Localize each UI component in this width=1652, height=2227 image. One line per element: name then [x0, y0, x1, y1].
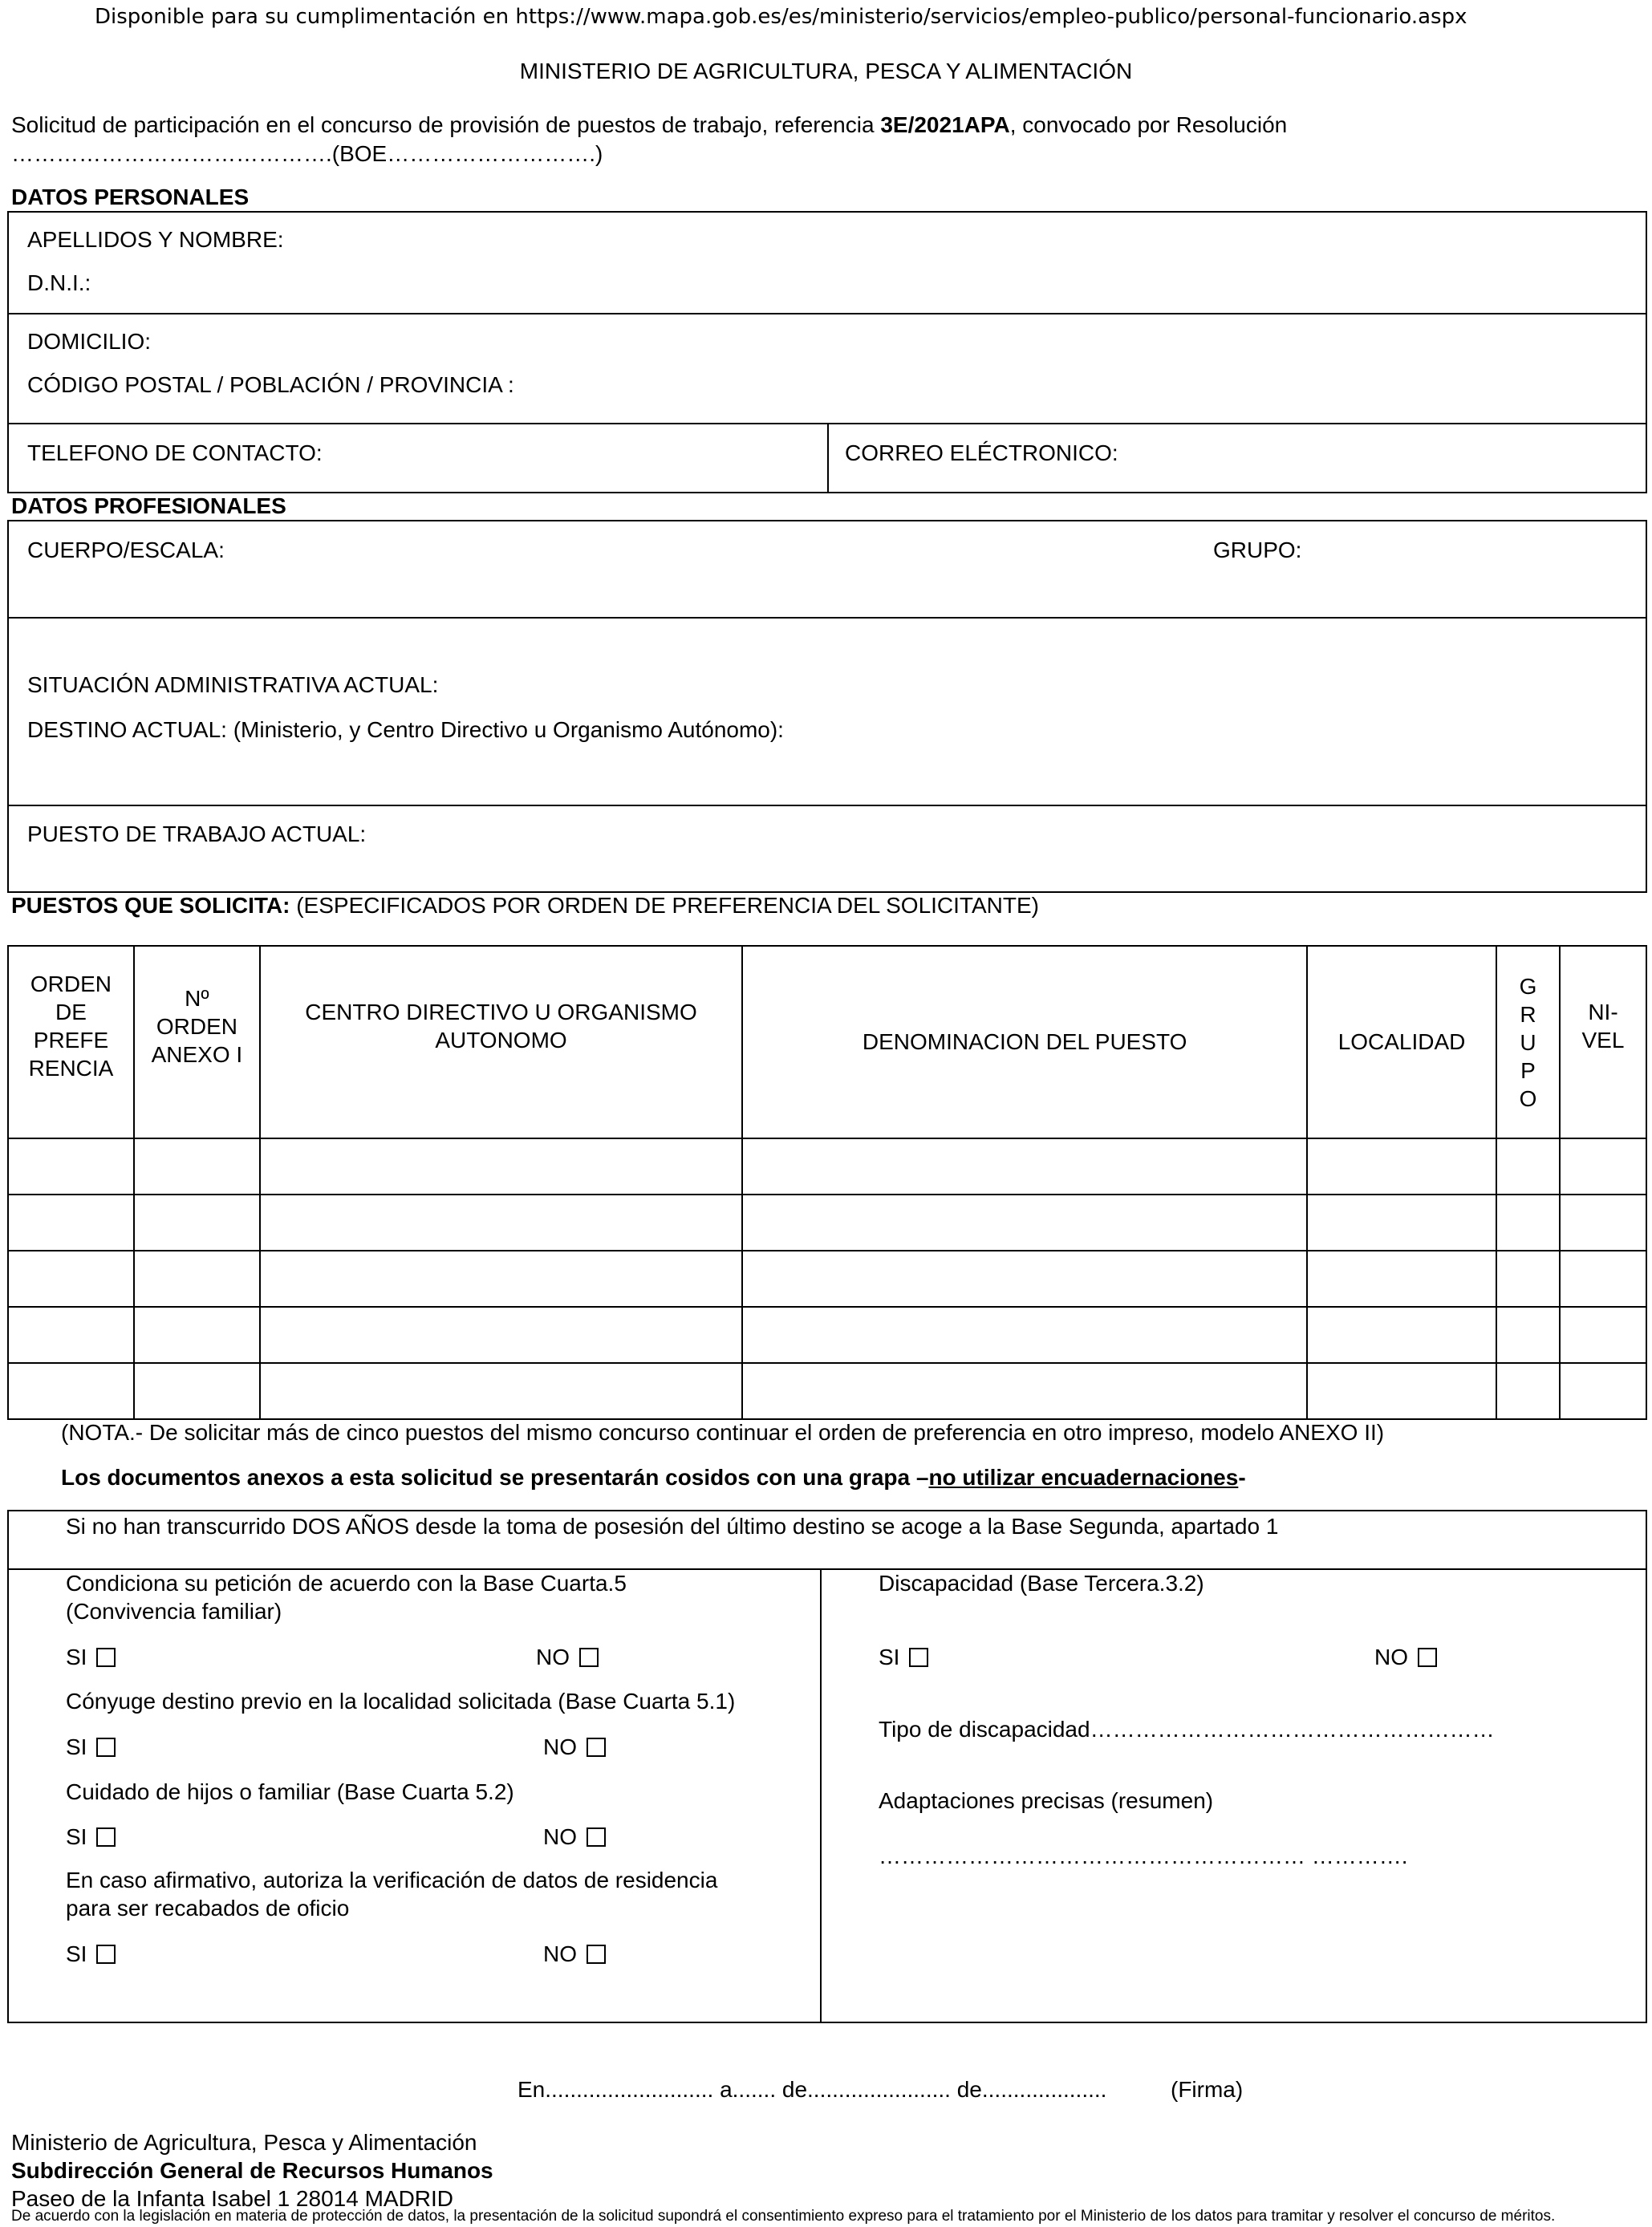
professional-data-title: DATOS PROFESIONALES	[11, 493, 286, 518]
checkbox[interactable]	[96, 1945, 116, 1964]
checkbox[interactable]	[579, 1648, 599, 1667]
care-yes[interactable]: SI	[66, 1824, 116, 1850]
header-order: ORDEN DE PREFE RENCIA	[8, 946, 134, 1138]
table-row[interactable]	[8, 1251, 1646, 1307]
position-field[interactable]: PUESTO DE TRABAJO ACTUAL:	[27, 821, 367, 846]
privacy-note: De acuerdo con la legislación en materia de protección de datos, la presentación de la solicitud supondrá el consentimiento expreso para el tratamiento por el Ministerio de los datos para tramitar y resolver el concurso de méritos.	[11, 2208, 1556, 2225]
header-denomination: DENOMINACION DEL PUESTO	[742, 946, 1307, 1138]
resolution-line: …………………………………….(BOE……………………….)	[11, 141, 603, 166]
header-level: NI- VEL	[1560, 946, 1646, 1138]
corps-field[interactable]: CUERPO/ESCALA:	[27, 537, 225, 562]
request-line: Solicitud de participación en el concurso de provisión de puestos de trabajo, referencia 3E/2021APA, convocado por Resolución	[11, 112, 1288, 137]
table-header-row	[8, 946, 1646, 1138]
header-annex: Nº ORDEN ANEXO I	[134, 946, 260, 1138]
checkbox[interactable]	[96, 1648, 116, 1667]
spouse-no[interactable]: NO	[543, 1734, 606, 1760]
checkbox[interactable]	[587, 1827, 606, 1847]
situation-field[interactable]: SITUACIÓN ADMINISTRATIVA ACTUAL:	[27, 672, 439, 697]
disability-label: Discapacidad (Base Tercera.3.2)	[879, 1571, 1204, 1596]
verify-label-sub: para ser recabados de oficio	[66, 1896, 350, 1921]
disability-no[interactable]: NO	[1374, 1645, 1437, 1670]
family-yes[interactable]: SI	[66, 1645, 116, 1670]
table-row[interactable]	[8, 1138, 1646, 1195]
header-group: G R U P O	[1496, 946, 1560, 1138]
documents-note: Los documentos anexos a esta solicitud se presentarán cosidos con una grapa –no utilizar encuadernaciones-	[61, 1465, 1246, 1490]
checkbox[interactable]	[909, 1648, 928, 1667]
table-row[interactable]	[8, 1363, 1646, 1419]
disability-yes[interactable]: SI	[879, 1645, 928, 1670]
header-location: LOCALIDAD	[1307, 946, 1496, 1138]
positions-table	[7, 945, 1647, 1420]
spouse-label: Cónyuge destino previo en la localidad solicitada (Base Cuarta 5.1)	[66, 1689, 736, 1714]
footer-ministry: Ministerio de Agricultura, Pesca y Alimentación	[11, 2130, 477, 2155]
header-center: CENTRO DIRECTIVO U ORGANISMO AUTONOMO	[260, 946, 742, 1138]
checkbox[interactable]	[1418, 1648, 1437, 1667]
reference-code: 3E/2021APA	[880, 112, 1010, 137]
personal-data-title: DATOS PERSONALES	[11, 185, 250, 209]
footer-subdirection: Subdirección General de Recursos Humanos	[11, 2158, 493, 2183]
checkbox[interactable]	[96, 1827, 116, 1847]
divider	[820, 1568, 822, 2023]
table-row[interactable]	[8, 1307, 1646, 1363]
availability-note: Disponible para su cumplimentación en https://www.mapa.gob.es/es/ministerio/servicios/empleo-publico/personal-funcionario.aspx	[95, 5, 1467, 29]
group-field[interactable]: GRUPO:	[1213, 537, 1302, 562]
family-condition-sub: (Convivencia familiar)	[66, 1599, 282, 1624]
address-field[interactable]: DOMICILIO:	[27, 329, 152, 354]
positions-title: PUESTOS QUE SOLICITA: (ESPECIFICADOS POR ORDEN DE PREFERENCIA DEL SOLICITANTE)	[11, 893, 1039, 918]
name-field[interactable]: APELLIDOS Y NOMBRE:	[27, 227, 284, 252]
divider	[7, 805, 1647, 806]
checkbox[interactable]	[96, 1738, 116, 1757]
spouse-yes[interactable]: SI	[66, 1734, 116, 1760]
phone-field[interactable]: TELEFONO DE CONTACTO:	[27, 440, 323, 465]
care-label: Cuidado de hijos o familiar (Base Cuarta 5.2)	[66, 1779, 514, 1804]
table-row[interactable]	[8, 1195, 1646, 1251]
destination-field[interactable]: DESTINO ACTUAL: (Ministerio, y Centro Directivo u Organismo Autónomo):	[27, 717, 784, 742]
checkbox[interactable]	[587, 1945, 606, 1964]
verify-no[interactable]: NO	[543, 1941, 606, 1967]
adaptations-label: Adaptaciones precisas (resumen)	[879, 1788, 1214, 1813]
verify-yes[interactable]: SI	[66, 1941, 116, 1967]
adaptations-field[interactable]: ………………………………………………… ………….	[879, 1844, 1408, 1868]
ministry-title: MINISTERIO DE AGRICULTURA, PESCA Y ALIMENTACIÓN	[519, 59, 1133, 83]
divider	[7, 313, 1647, 314]
postal-field[interactable]: CÓDIGO POSTAL / POBLACIÓN / PROVINCIA :	[27, 372, 514, 397]
care-no[interactable]: NO	[543, 1824, 606, 1850]
email-field[interactable]: CORREO ELÉCTRONICO:	[845, 440, 1118, 465]
checkbox[interactable]	[587, 1738, 606, 1757]
disability-type-field[interactable]: Tipo de discapacidad………………………………………………	[879, 1717, 1495, 1742]
signature-label: (Firma)	[1171, 2077, 1244, 2102]
divider	[7, 1568, 1647, 1570]
divider	[827, 423, 829, 493]
verify-label: En caso afirmativo, autoriza la verificación de datos de residencia	[66, 1868, 718, 1892]
divider	[7, 617, 1647, 619]
note-text: (NOTA.- De solicitar más de cinco puestos del mismo concurso continuar el orden de preferencia en otro impreso, modelo ANEXO II)	[61, 1420, 1385, 1445]
place-date-line[interactable]: En........................... a....... de....................... de....................	[518, 2077, 1107, 2102]
footer-address: Paseo de la Infanta Isabel 1 28014 MADRID	[11, 2186, 454, 2211]
dni-field[interactable]: D.N.I.:	[27, 270, 91, 295]
two-years-text: Si no han transcurrido DOS AÑOS desde la toma de posesión del último destino se acoge a la Base Segunda, apartado 1	[66, 1514, 1279, 1539]
family-condition-label: Condiciona su petición de acuerdo con la Base Cuarta.5	[66, 1571, 627, 1596]
family-no[interactable]: NO	[536, 1645, 599, 1670]
